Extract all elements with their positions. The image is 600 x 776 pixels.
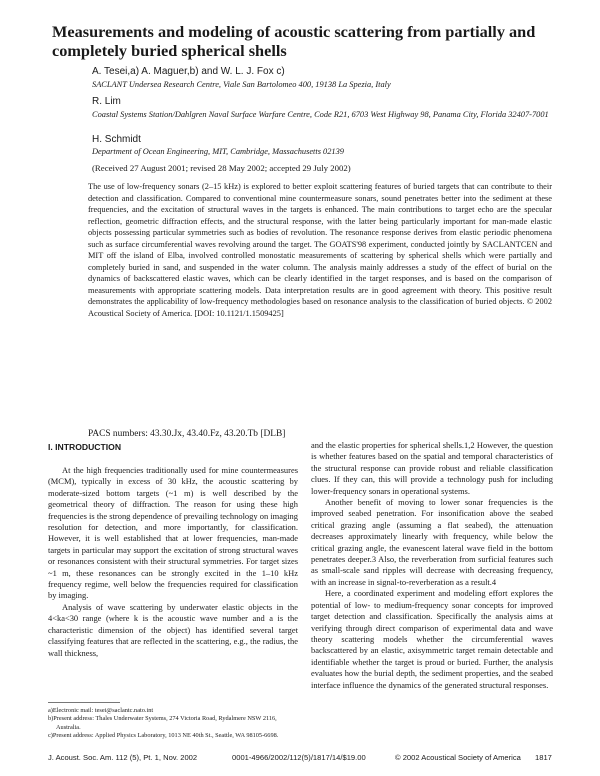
section-heading: I. INTRODUCTION xyxy=(48,442,122,452)
author-line-2: R. Lim xyxy=(92,96,121,107)
paragraph: At the high frequencies traditionally used for mine countermeasures (MCM), typically in excess of 30 kHz, the acoustic scattering by moderate-sized bottom targets (~1 m) is well described by the geometrical theory of diffraction. The reason for using these high frequencies is the strong dependence of prevailing technology on imaging resolution for detection, and more importantly, for classification. However, it is well established that at lower frequencies, man-made targets in particular may support the excitation of strong structural waves or resonances consistent with their structural symmetries. For target sizes ~1 m, these resonances can be strongly excited in the 1–10 kHz frequency regime, well below the frequencies required for classification by imaging. xyxy=(48,465,298,601)
pacs-numbers: PACS numbers: 43.30.Jx, 43.40.Fz, 43.20.Tb [DLB] xyxy=(88,429,286,439)
footnote: b)Present address: Thales Underwater Systems, 274 Victoria Road, Rydalmere NSW 2116, Australia. xyxy=(48,715,277,731)
footer-copyright: © 2002 Acoustical Society of America xyxy=(395,753,521,762)
footnote-rule xyxy=(48,702,120,703)
author-line-3: H. Schmidt xyxy=(92,134,141,145)
paragraph: Here, a coordinated experiment and modeling effort explores the potential of low- to medium-frequency sonar concepts for improved target detection and classification. Specifically the analysis aims at verifying through direct comparison of experimental data and wave theory scattering models whether the circumferential waves backscattered by an elastic, axisymmetric target remain detectable and identifiable whether the target is proud or buried. Further, the analysis evaluates how the burial depth, the sediment properties, and the seabed interface influence the dynamics of the generated structural responses. xyxy=(311,588,553,690)
footer-journal: J. Acoust. Soc. Am. 112 (5), Pt. 1, Nov. 2002 xyxy=(48,753,198,762)
page-number: 1817 xyxy=(535,753,552,762)
footer-code: 0001-4966/2002/112(5)/1817/14/$19.00 xyxy=(232,753,366,762)
footnotes xyxy=(48,707,298,741)
right-column xyxy=(311,440,553,691)
paper-title: Measurements and modeling of acoustic scattering from partially and completely buried spherical shells xyxy=(52,22,536,60)
received-dates: (Received 27 August 2001; revised 28 May 2002; accepted 29 July 2002) xyxy=(92,163,351,173)
paragraph: Analysis of wave scattering by underwater elastic objects in the 4<ka<30 range (where k is the acoustic wave number and a is the characteristic dimension of the object) has identified several target classifying features that are reflected in the scattering, e.g., the radius, the wall thickness, xyxy=(48,601,298,658)
footnote: a)Electronic mail: tesei@saclantc.nato.int xyxy=(48,707,154,714)
affiliation-1: SACLANT Undersea Research Centre, Viale San Bartolomeo 400, 19138 La Spezia, Italy xyxy=(92,80,391,89)
left-column xyxy=(48,465,298,659)
author-line-1: A. Tesei,a) A. Maguer,b) and W. L. J. Fox c) xyxy=(92,66,285,77)
abstract: The use of low-frequency sonars (2–15 kHz) is explored to better exploit scattering features of buried targets that can contribute to their detection and classification. Compared to conventional mine countermeasure sonars, sound penetrates better into the sediment at these frequencies, and the excitation of structural waves in the targets is enhanced. The main contributions to target echo are the specular reflection, geometric diffraction effects, and the structural response, with the latter being particularly important for man-made elastic objects possessing particular symmetries such as bodies of revolution. The resonance response derives from elastic periodic phenomena such as surface circumferential waves revolving around the target. The GOATS'98 experiment, conducted jointly by SACLANTCEN and MIT off the island of Elba, involved controlled monostatic measurements of scattering by spherical shells which were partially and completely buried in sand, and suspended in the water column. The analysis mainly addresses a study of the effect of burial on the dynamics of backscattered elastic waves, which can be clearly identified in the target responses, and is based on the comparison of measurements with appropriate scattering models. Data interpretation results are in good agreement with theory. This positive result demonstrates the applicability of low-frequency methodologies based on resonance analysis to the classification of buried objects. © 2002 Acoustical Society of America. [DOI: 10.1121/1.1509425] xyxy=(88,182,552,319)
paragraph: and the elastic properties for spherical shells.1,2 However, the question is whether features based on the spatial and temporal characteristics of the structural response can provide robust and reliable classification clues. If they can, this will provide a technology push for including lower-frequency sonars in operational systems. xyxy=(311,440,553,496)
affiliation-2: Coastal Systems Station/Dahlgren Naval Surface Warfare Centre, Code R21, 6703 West Highway 98, Panama City, Florida 32407-7001 xyxy=(92,110,549,119)
affiliation-3: Department of Ocean Engineering, MIT, Cambridge, Massachusetts 02139 xyxy=(92,147,344,156)
paragraph: Another benefit of moving to lower sonar frequencies is the improved seabed penetration. For insonification above the seabed critical grazing angle (assuming a flat seabed), the attenuation decreases approximately linearly with frequency, while below the critical grazing angle, the evanescent lateral wave field in the bottom penetrates deeper.3 Also, the reverberation from surficial features such as small-scale sand ripples will decrease with decreasing frequency, with an increase in signal-to-reverberation as a result.4 xyxy=(311,497,553,587)
footnote: c)Present address: Applied Physics Laboratory, 1013 NE 40th St., Seattle, WA 98105-6698. xyxy=(48,732,279,740)
